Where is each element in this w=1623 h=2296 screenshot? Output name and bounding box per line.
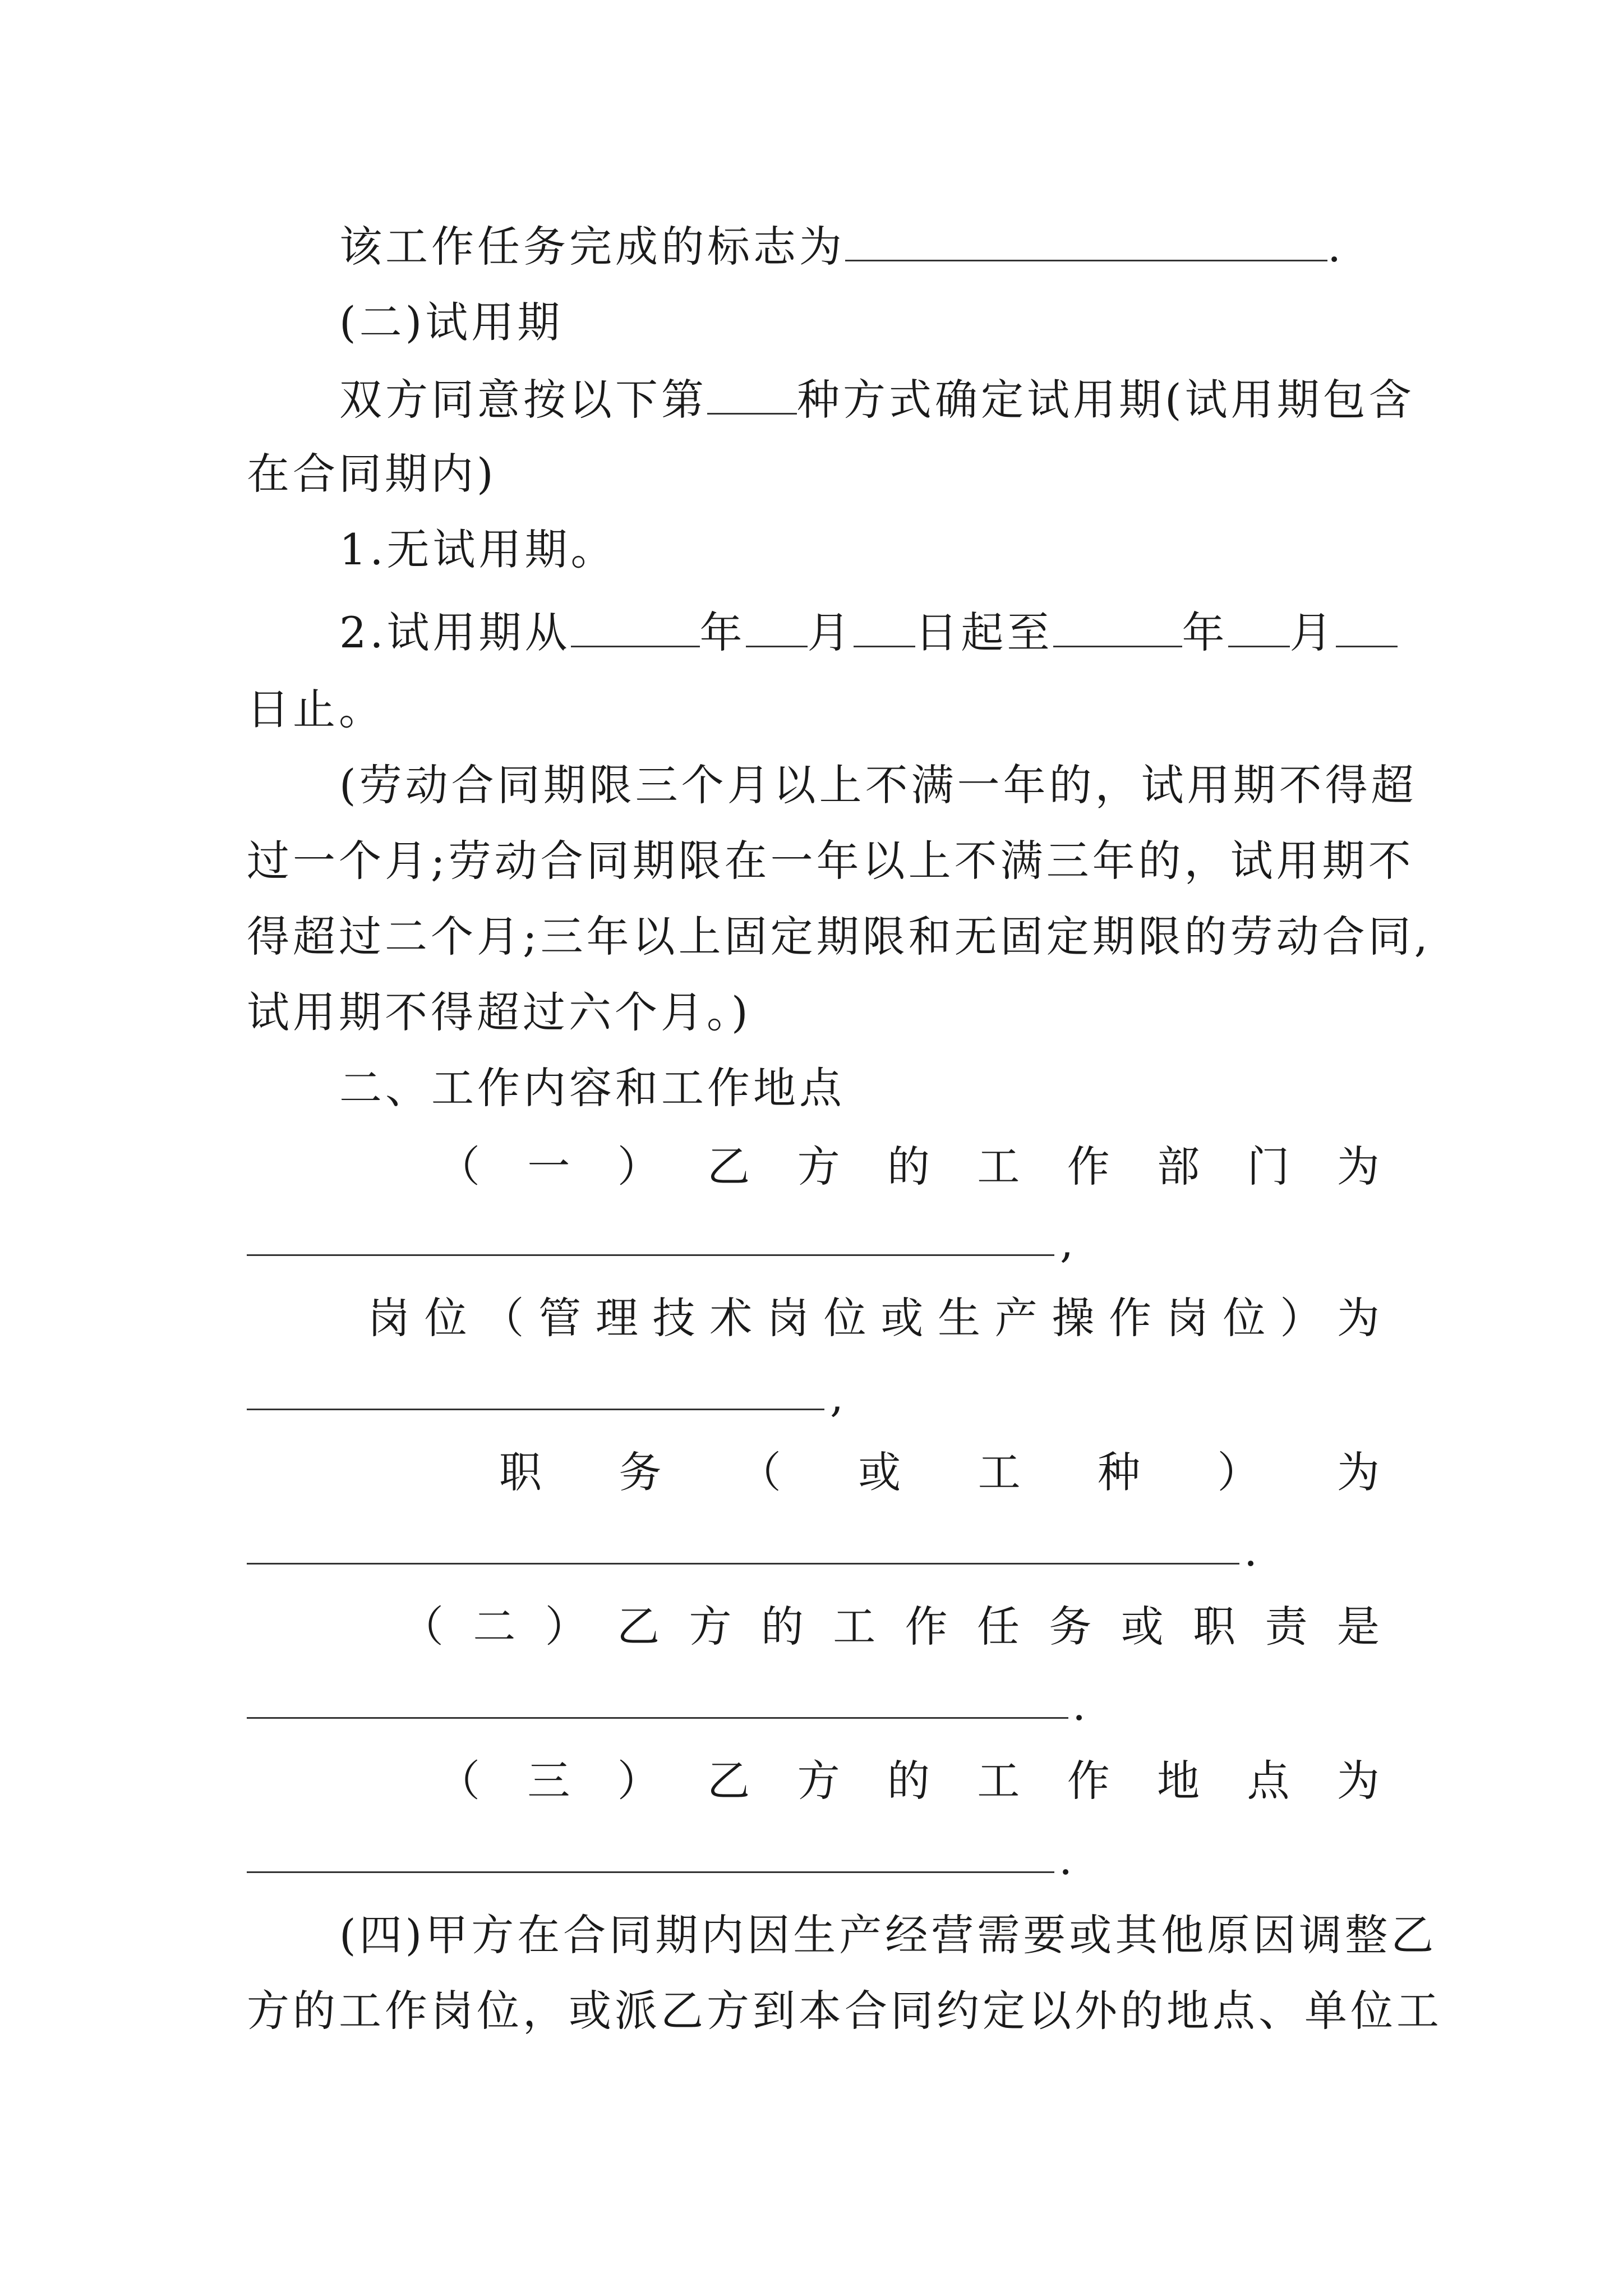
start-day-blank[interactable] [854, 603, 915, 647]
spread-char: 门 [1247, 1142, 1290, 1191]
spread-char: 作 [1067, 1142, 1110, 1191]
spread-char: 二 [473, 1602, 516, 1651]
workplace-label-line [437, 1753, 1380, 1809]
spread-char: 方 [797, 1756, 840, 1806]
spread-char: 工 [833, 1602, 876, 1651]
probation-end-label: 日止。 [247, 684, 385, 734]
task-completion-label: 该工作任务完成的标志为 [339, 222, 845, 272]
spread-char: 管 [538, 1293, 582, 1343]
spread-char: 的 [760, 1602, 804, 1651]
probation-note-line-2: 过一个月;劳动合同期限在一年以上不满三年的，试用期不 [247, 836, 1414, 886]
spread-char: 作 [905, 1602, 948, 1651]
probation-method-text: 种方式确定试用期(试用期包含 [797, 375, 1415, 425]
month-label: 月 [1289, 608, 1336, 657]
job-title-fill-line [247, 1523, 1267, 1579]
spread-char: 岗 [1165, 1293, 1209, 1343]
spread-char: 工 [978, 1447, 1021, 1497]
workplace-blank[interactable] [247, 1871, 1054, 1873]
spread-char: 作 [1067, 1756, 1110, 1806]
probation-method-line-cont: 在合同期内) [247, 449, 497, 499]
year-label: 年 [1182, 608, 1228, 657]
spread-char: 工 [977, 1142, 1020, 1191]
spread-char: 理 [595, 1293, 638, 1343]
spread-char: 职 [1193, 1602, 1236, 1651]
no-probation-option: 1.无试用期。 [339, 524, 617, 574]
duties-fill-line [247, 1677, 1088, 1733]
spread-char: 为 [1336, 1756, 1380, 1806]
month-label: 月 [807, 608, 854, 657]
start-year-blank[interactable] [571, 603, 700, 647]
workplace-fill-line [247, 1832, 1088, 1888]
spread-char: 岗 [766, 1293, 809, 1343]
spread-char: （ [437, 1756, 480, 1806]
duties-label-line [401, 1599, 1380, 1655]
start-month-blank[interactable] [746, 603, 808, 647]
spread-char: 或 [1121, 1602, 1164, 1651]
comma-mark: , [830, 1372, 844, 1421]
spread-char: 为 [1336, 1447, 1380, 1497]
position-fill-line [247, 1369, 864, 1425]
spread-char: ） [617, 1756, 660, 1806]
spread-char: （ [481, 1293, 524, 1343]
position-blank[interactable] [247, 1409, 824, 1410]
probation-method-label: 双方同意按以下第 [339, 375, 707, 425]
department-blank[interactable] [247, 1254, 1054, 1256]
spread-char: 或 [858, 1447, 901, 1497]
spread-char: 种 [1098, 1447, 1141, 1497]
spread-char: 责 [1265, 1602, 1308, 1651]
spread-char: （ [401, 1602, 444, 1651]
probation-method-blank[interactable] [707, 370, 797, 415]
spread-char: 务 [619, 1447, 662, 1497]
spread-char: 为 [1336, 1293, 1380, 1343]
spread-char: 是 [1336, 1602, 1380, 1651]
spread-char: 岗 [367, 1293, 410, 1343]
spread-char: 位 [1223, 1293, 1266, 1343]
department-fill-line [247, 1214, 1088, 1271]
period-mark: . [1072, 1680, 1086, 1730]
period-mark: . [1327, 222, 1345, 272]
comma-mark: , [1060, 1217, 1074, 1267]
spread-char: ） [545, 1602, 588, 1651]
spread-char: 作 [1109, 1293, 1152, 1343]
spread-char: 乙 [617, 1602, 660, 1651]
position-label-line [367, 1290, 1380, 1346]
period-mark: . [1059, 1834, 1073, 1884]
spread-char: 部 [1157, 1142, 1200, 1191]
spread-char: 职 [499, 1447, 542, 1497]
spread-char: 的 [887, 1756, 930, 1806]
end-month-blank[interactable] [1228, 603, 1290, 647]
spread-char: 生 [938, 1293, 981, 1343]
spread-char: ） [1280, 1293, 1323, 1343]
spread-char: 产 [994, 1293, 1038, 1343]
spread-char: 方 [797, 1142, 840, 1191]
probation-from-label: 2.试用期从 [339, 608, 571, 657]
probation-note-line-3: 得超过二个月;三年以上固定期限和无固定期限的劳动合同, [247, 912, 1431, 961]
spread-char: 工 [977, 1756, 1020, 1806]
end-year-blank[interactable] [1053, 603, 1182, 647]
task-completion-blank[interactable] [845, 217, 1327, 261]
section-two-heading: 二、工作内容和工作地点 [339, 1063, 845, 1113]
end-day-blank[interactable] [1336, 603, 1398, 647]
probation-heading: (二)试用期 [339, 297, 564, 347]
task-completion-line [339, 217, 1380, 273]
spread-char: 点 [1247, 1756, 1290, 1806]
spread-char: 术 [709, 1293, 753, 1343]
probation-dates-line [339, 603, 1380, 659]
probation-method-line [339, 370, 1415, 426]
spread-char: 操 [1052, 1293, 1095, 1343]
adjustment-line-1: (四)甲方在合同期内因生产经营需要或其他原因调整乙 [339, 1910, 1437, 1960]
spread-char: 为 [1336, 1142, 1380, 1191]
spread-char: ） [617, 1142, 660, 1191]
spread-char: 任 [977, 1602, 1020, 1651]
spread-char: 三 [527, 1756, 570, 1806]
job-title-blank[interactable] [247, 1563, 1239, 1565]
spread-char: 位 [823, 1293, 866, 1343]
spread-char: 或 [880, 1293, 924, 1343]
department-label-line [437, 1139, 1380, 1195]
year-label: 年 [699, 608, 746, 657]
spread-char: 务 [1049, 1602, 1092, 1651]
job-title-label-line [499, 1444, 1380, 1501]
spread-char: ） [1217, 1447, 1260, 1497]
start-day-to-label: 日起至 [915, 608, 1053, 657]
spread-char: 方 [689, 1602, 732, 1651]
spread-char: （ [738, 1447, 781, 1497]
spread-char: 地 [1157, 1756, 1200, 1806]
period-mark: . [1244, 1526, 1258, 1576]
spread-char: 位 [424, 1293, 467, 1343]
spread-char: 一 [527, 1142, 570, 1191]
spread-char: 的 [887, 1142, 930, 1191]
probation-note-line-1: (劳动合同期限三个月以上不满一年的，试用期不得超 [339, 760, 1417, 810]
adjustment-line-2: 方的工作岗位，或派乙方到本合同约定以外的地点、单位工 [247, 1986, 1442, 2036]
spread-char: 乙 [707, 1756, 750, 1806]
spread-char: 技 [652, 1293, 695, 1343]
spread-char: 乙 [707, 1142, 750, 1191]
duties-blank[interactable] [247, 1717, 1068, 1719]
spread-char: （ [437, 1142, 480, 1191]
probation-note-line-4: 试用期不得超过六个月。) [247, 987, 751, 1037]
